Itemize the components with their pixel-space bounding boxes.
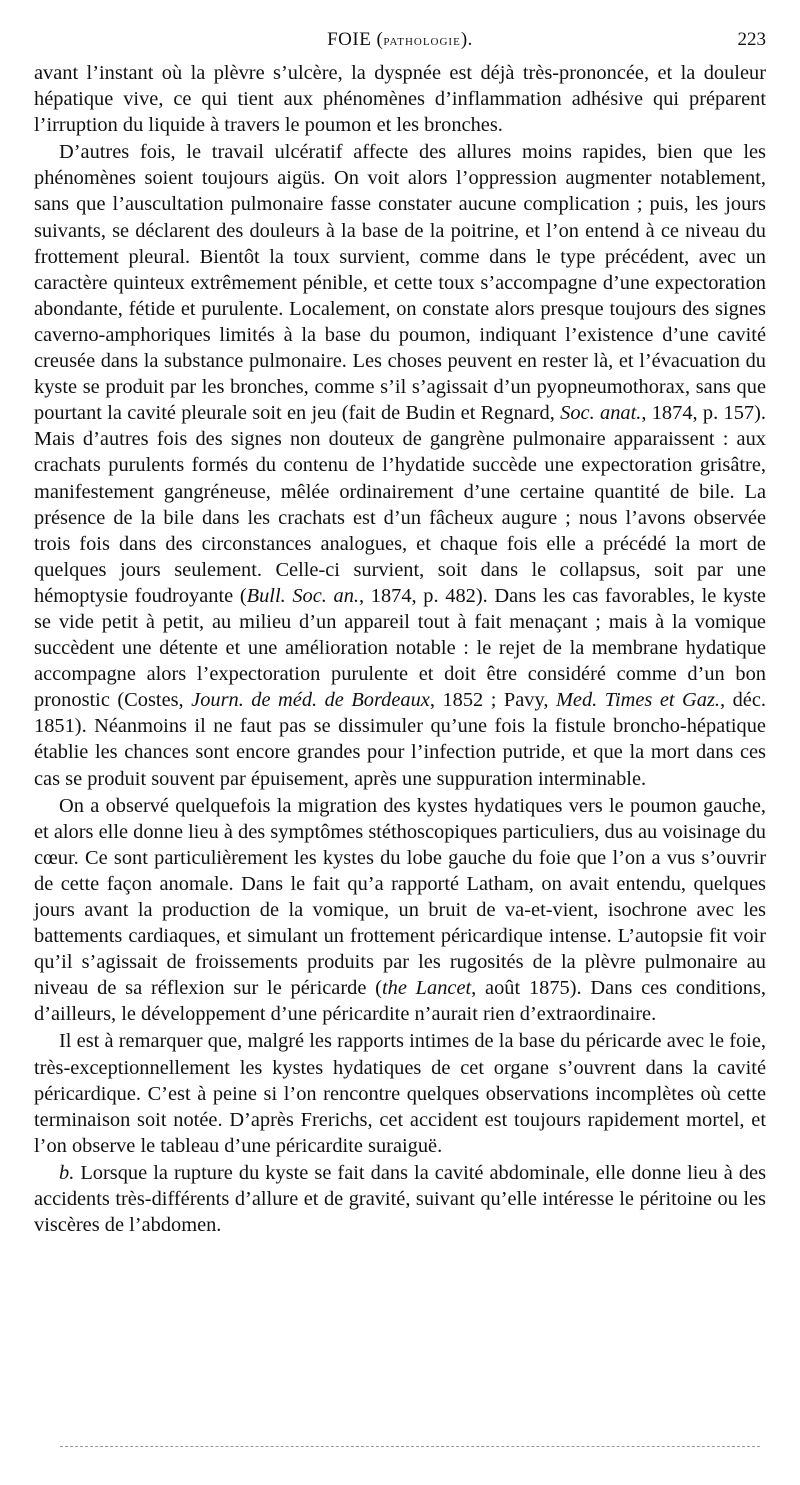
italic-citation: Soc. anat. bbox=[560, 402, 642, 425]
running-title-smallcaps: pathologie bbox=[383, 33, 461, 49]
paragraph bbox=[34, 793, 766, 1028]
italic-citation: Bull. Soc. an. bbox=[246, 584, 360, 607]
text-run: Lorsque la rupture du kyste se fait dans la cavité abdominale, elle donne lieu à des accidents très-différents d’allure et de gravité, suivant qu’elle intéresse le péritoine ou les viscères de l’abdomen. bbox=[34, 1161, 766, 1237]
text-run: On a observé quelquefois la migration des kystes hydatiques vers le poumon gauche, et alors elle donne lieu à des symptômes stéthoscopiques particuliers, dus au voisinage du cœur. Ce sont particulièrement les kystes du lobe gauche du foie que l’on a vus s’ouvrir de cette façon anomale. Dans le fait qu’a rapporté Latham, on avait entendu, quelques jours avant la production de la vomique, un bruit de va-et-vient, isochrone avec les battements cardiaques, et simulant un frottement péricardique intense. L’autopsie fit voir qu’il s’agissait de froissements produits par les rugosités de la plèvre pulmonaire au niveau de sa réflexion sur le péricarde ( bbox=[34, 794, 766, 1000]
text-run: , 1874, p. 157). Mais d’autres fois des signes non douteux de gangrène pulmonaire apparaissent : aux crachats purulents formés du contenu de l’hydatide succède une expectoration grisâtre, manifestement gangréneuse, mêlée ordinairement d’une certaine quantité de bile. La présence de la bile dans les crachats est d’un fâcheux augure ; nous l’avons observée trois fois dans des circonstances analogues, et chaque fois elle a précédé la mort de quelques jours seulement. Celle-ci survient, soit dans le collapsus, soit par une hémoptysie foudroyante ( bbox=[34, 402, 766, 607]
page-number: 223 bbox=[737, 29, 766, 50]
paragraph bbox=[34, 1028, 766, 1158]
italic-citation: Journ. de méd. de Bordeaux bbox=[191, 689, 430, 712]
running-header bbox=[34, 24, 766, 56]
running-title bbox=[34, 24, 766, 57]
text-run: , 1874, p. 482). Dans les cas favorables, le kyste se vide petit à petit, au milieu d’un appareil tout à fait menaçant ; mais à la vomique succèdent une détente et une amélioration notable : le rejet de la membrane hydatique accompagne alors l’expectoration purulente et doit être considéré comme d’un bon pronostic (Costes, bbox=[34, 584, 766, 712]
running-title-main: FOIE ( bbox=[327, 29, 384, 50]
text-run: avant l’instant où la plèvre s’ulcère, la dyspnée est déjà très-prononcée, et la douleur hépatique vive, ce qui tient aux phénomènes d’inflammation adhésive qui préparent l’irruption du liquide à travers le poumon et les bronches. bbox=[34, 62, 766, 137]
body-text bbox=[34, 60, 766, 1239]
text-run: , août 1875). Dans ces conditions, d’ailleurs, le développement d’une péricardite n’aurait rien d’extraordinaire. bbox=[34, 977, 766, 1026]
paragraph bbox=[34, 1160, 766, 1238]
italic-citation: b. bbox=[59, 1161, 75, 1184]
italic-citation: the Lancet bbox=[381, 977, 472, 1000]
running-title-end: ). bbox=[460, 29, 473, 50]
text-run: D’autres fois, le travail ulcératif affecte des allures moins rapides, bien que les phénomènes soient toujours aigüs. On voit alors l’oppression augmenter notablement, sans que l’auscultation pulmonaire fasse constater aucune complication ; puis, les jours suivants, se déclarent des douleurs à la base de la poitrine, et l’on entend à ce niveau du frottement pleural. Bientôt la toux survient, comme dans le type précédent, avec un caractère quinteux extrêmement pénible, et cette toux s’accompagne d’une expectoration abondante, fétide et purulente. Localement, on constate alors presque toujours des signes caverno-amphoriques limités à la base du poumon, indiquant l’existence d’une cavité creusée dans la substance pulmonaire. Les choses peuvent en rester là, et l’évacuation du kyste se produit par les bronches, comme s’il s’agissait d’un pyopneumothorax, sans que pourtant la cavité pleurale soit en jeu (fait de Budin et Regnard, bbox=[34, 141, 766, 425]
paragraph bbox=[34, 139, 766, 791]
text-run: , 1852 ; Pavy, bbox=[429, 689, 556, 712]
text-run: Il est à remarquer que, malgré les rapports intimes de la base du péricarde avec le foie, très-exceptionnellement les kystes hydatiques de cet organe s’ouvrent dans la cavité péricardique. C’est à peine si l’on rencontre quelques observations incomplètes où cette terminaison soit notée. D’après Frerichs, cet accident est toujours rapidement mortel, et l’on observe le tableau d’une péricardite suraiguë. bbox=[34, 1030, 766, 1157]
italic-citation: Med. Times et Gaz. bbox=[555, 689, 721, 712]
bottom-rule bbox=[60, 1446, 760, 1447]
text-run: , déc. 1851). Néanmoins il ne faut pas se dissimuler qu’une fois la fistule broncho-hépatique établie les chances sont encore grandes pour l’infection putride, et que la mort dans ces cas se produit souvent par épuisement, après une suppuration interminable. bbox=[34, 689, 766, 790]
paragraph bbox=[34, 60, 766, 138]
